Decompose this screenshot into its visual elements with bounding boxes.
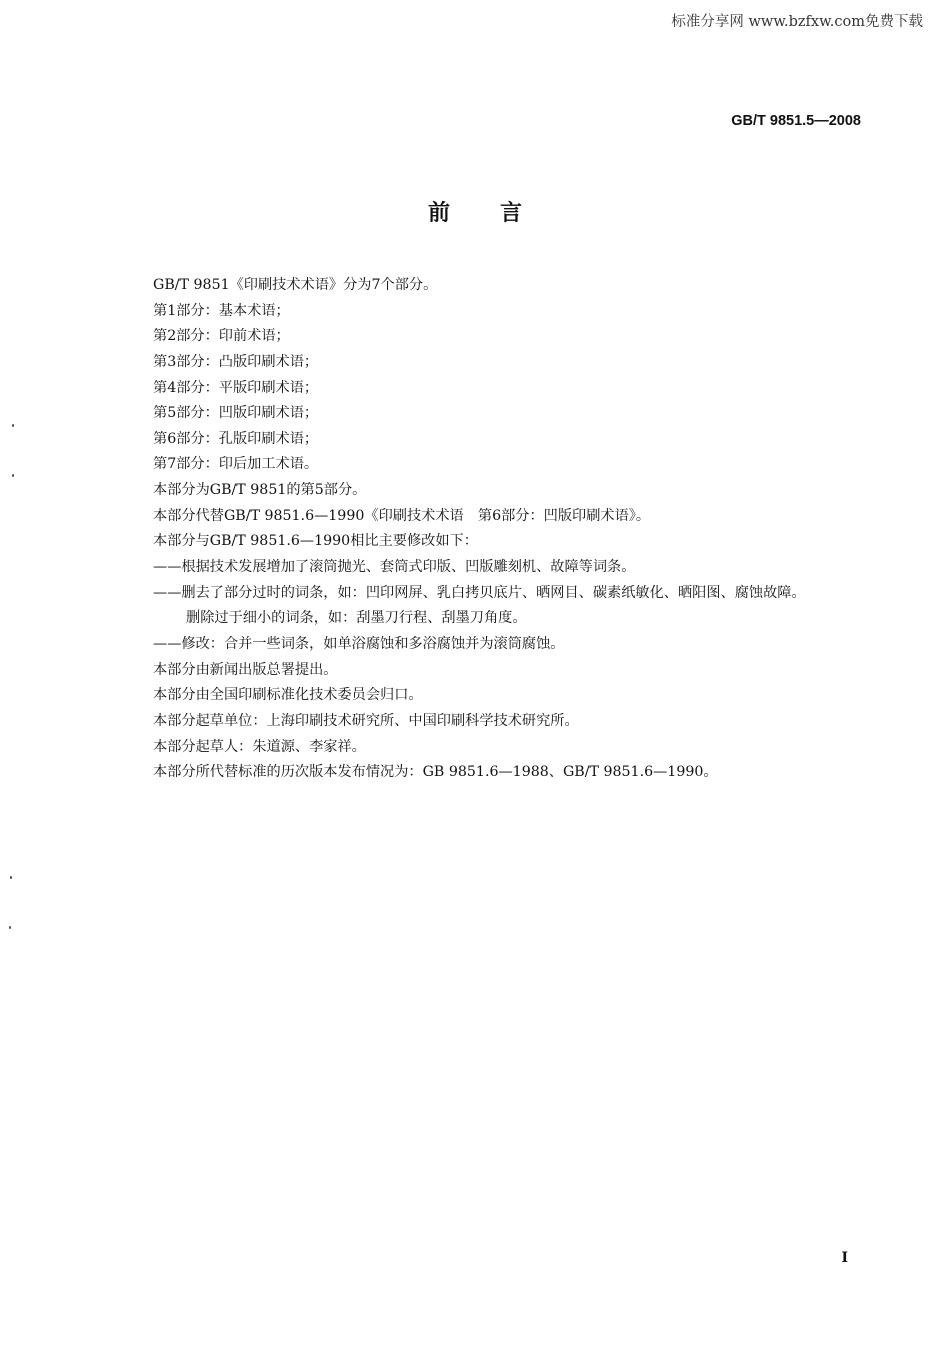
paragraph-change-modified: ——修改：合并一些词条，如单浴腐蚀和多浴腐蚀并为滚筒腐蚀。: [153, 635, 565, 652]
paragraph-part-2: 第2部分：印前术语；: [153, 328, 290, 345]
paragraph-parts-intro: GB/T 9851《印刷技术术语》分为7个部分。: [153, 277, 438, 293]
paragraph-part-5: 第5部分：凹版印刷术语；: [153, 405, 319, 422]
paragraph-drafters: 本部分起草人：朱道源、李家祥。: [153, 738, 366, 755]
paragraph-replaces: 本部分代替GB/T 9851.6—1990《印刷技术术语 第6部分：凹版印刷术语》。: [153, 507, 651, 524]
paragraph-drafting-units: 本部分起草单位：上海印刷技术研究所、中国印刷科学技术研究所。: [153, 712, 579, 729]
paragraph-part-7: 第7部分：印后加工术语。: [153, 456, 319, 473]
paragraph-part-4: 第4部分：平版印刷术语；: [153, 379, 319, 396]
paragraph-change-removed: ——删去了部分过时的词条，如：凹印网屏、乳白拷贝底片、晒网目、碳素纸敏化、晒阳图、腐蚀故障。: [153, 584, 806, 601]
paragraph-part-6: 第6部分：孔版印刷术语；: [153, 430, 319, 447]
paragraph-part-3: 第3部分：凸版印刷术语；: [153, 353, 319, 370]
page-number: I: [841, 1250, 848, 1266]
paragraph-change-added: ——根据技术发展增加了滚筒抛光、套筒式印版、凹版雕刻机、故障等词条。: [153, 559, 636, 576]
scan-speck: [12, 424, 14, 427]
paragraph-centralized-by: 本部分由全国印刷标准化技术委员会归口。: [153, 687, 423, 704]
page-title: 前言: [427, 201, 572, 226]
preface-body: [153, 273, 893, 786]
scan-speck: [10, 876, 12, 879]
paragraph-changes-intro: 本部分与GB/T 9851.6—1990相比主要修改如下：: [153, 533, 478, 550]
paragraph-part-1: 第1部分：基本术语；: [153, 302, 290, 319]
paragraph-proposed-by: 本部分由新闻出版总署提出。: [153, 661, 338, 678]
paragraph-history: 本部分所代替标准的历次版本发布情况为：GB 9851.6—1988、GB/T 9851.6—1990。: [153, 764, 718, 781]
paragraph-this-part: 本部分为GB/T 9851的第5部分。: [153, 482, 367, 499]
standard-code: GB/T 9851.5—2008: [731, 113, 861, 129]
paragraph-change-removed-minor: 删除过于细小的词条，如：刮墨刀行程、刮墨刀角度。: [186, 610, 527, 627]
scan-speck: [12, 474, 14, 477]
scan-speck: [9, 926, 11, 929]
watermark-text: 标准分享网 www.bzfxw.com免费下载: [671, 14, 923, 30]
